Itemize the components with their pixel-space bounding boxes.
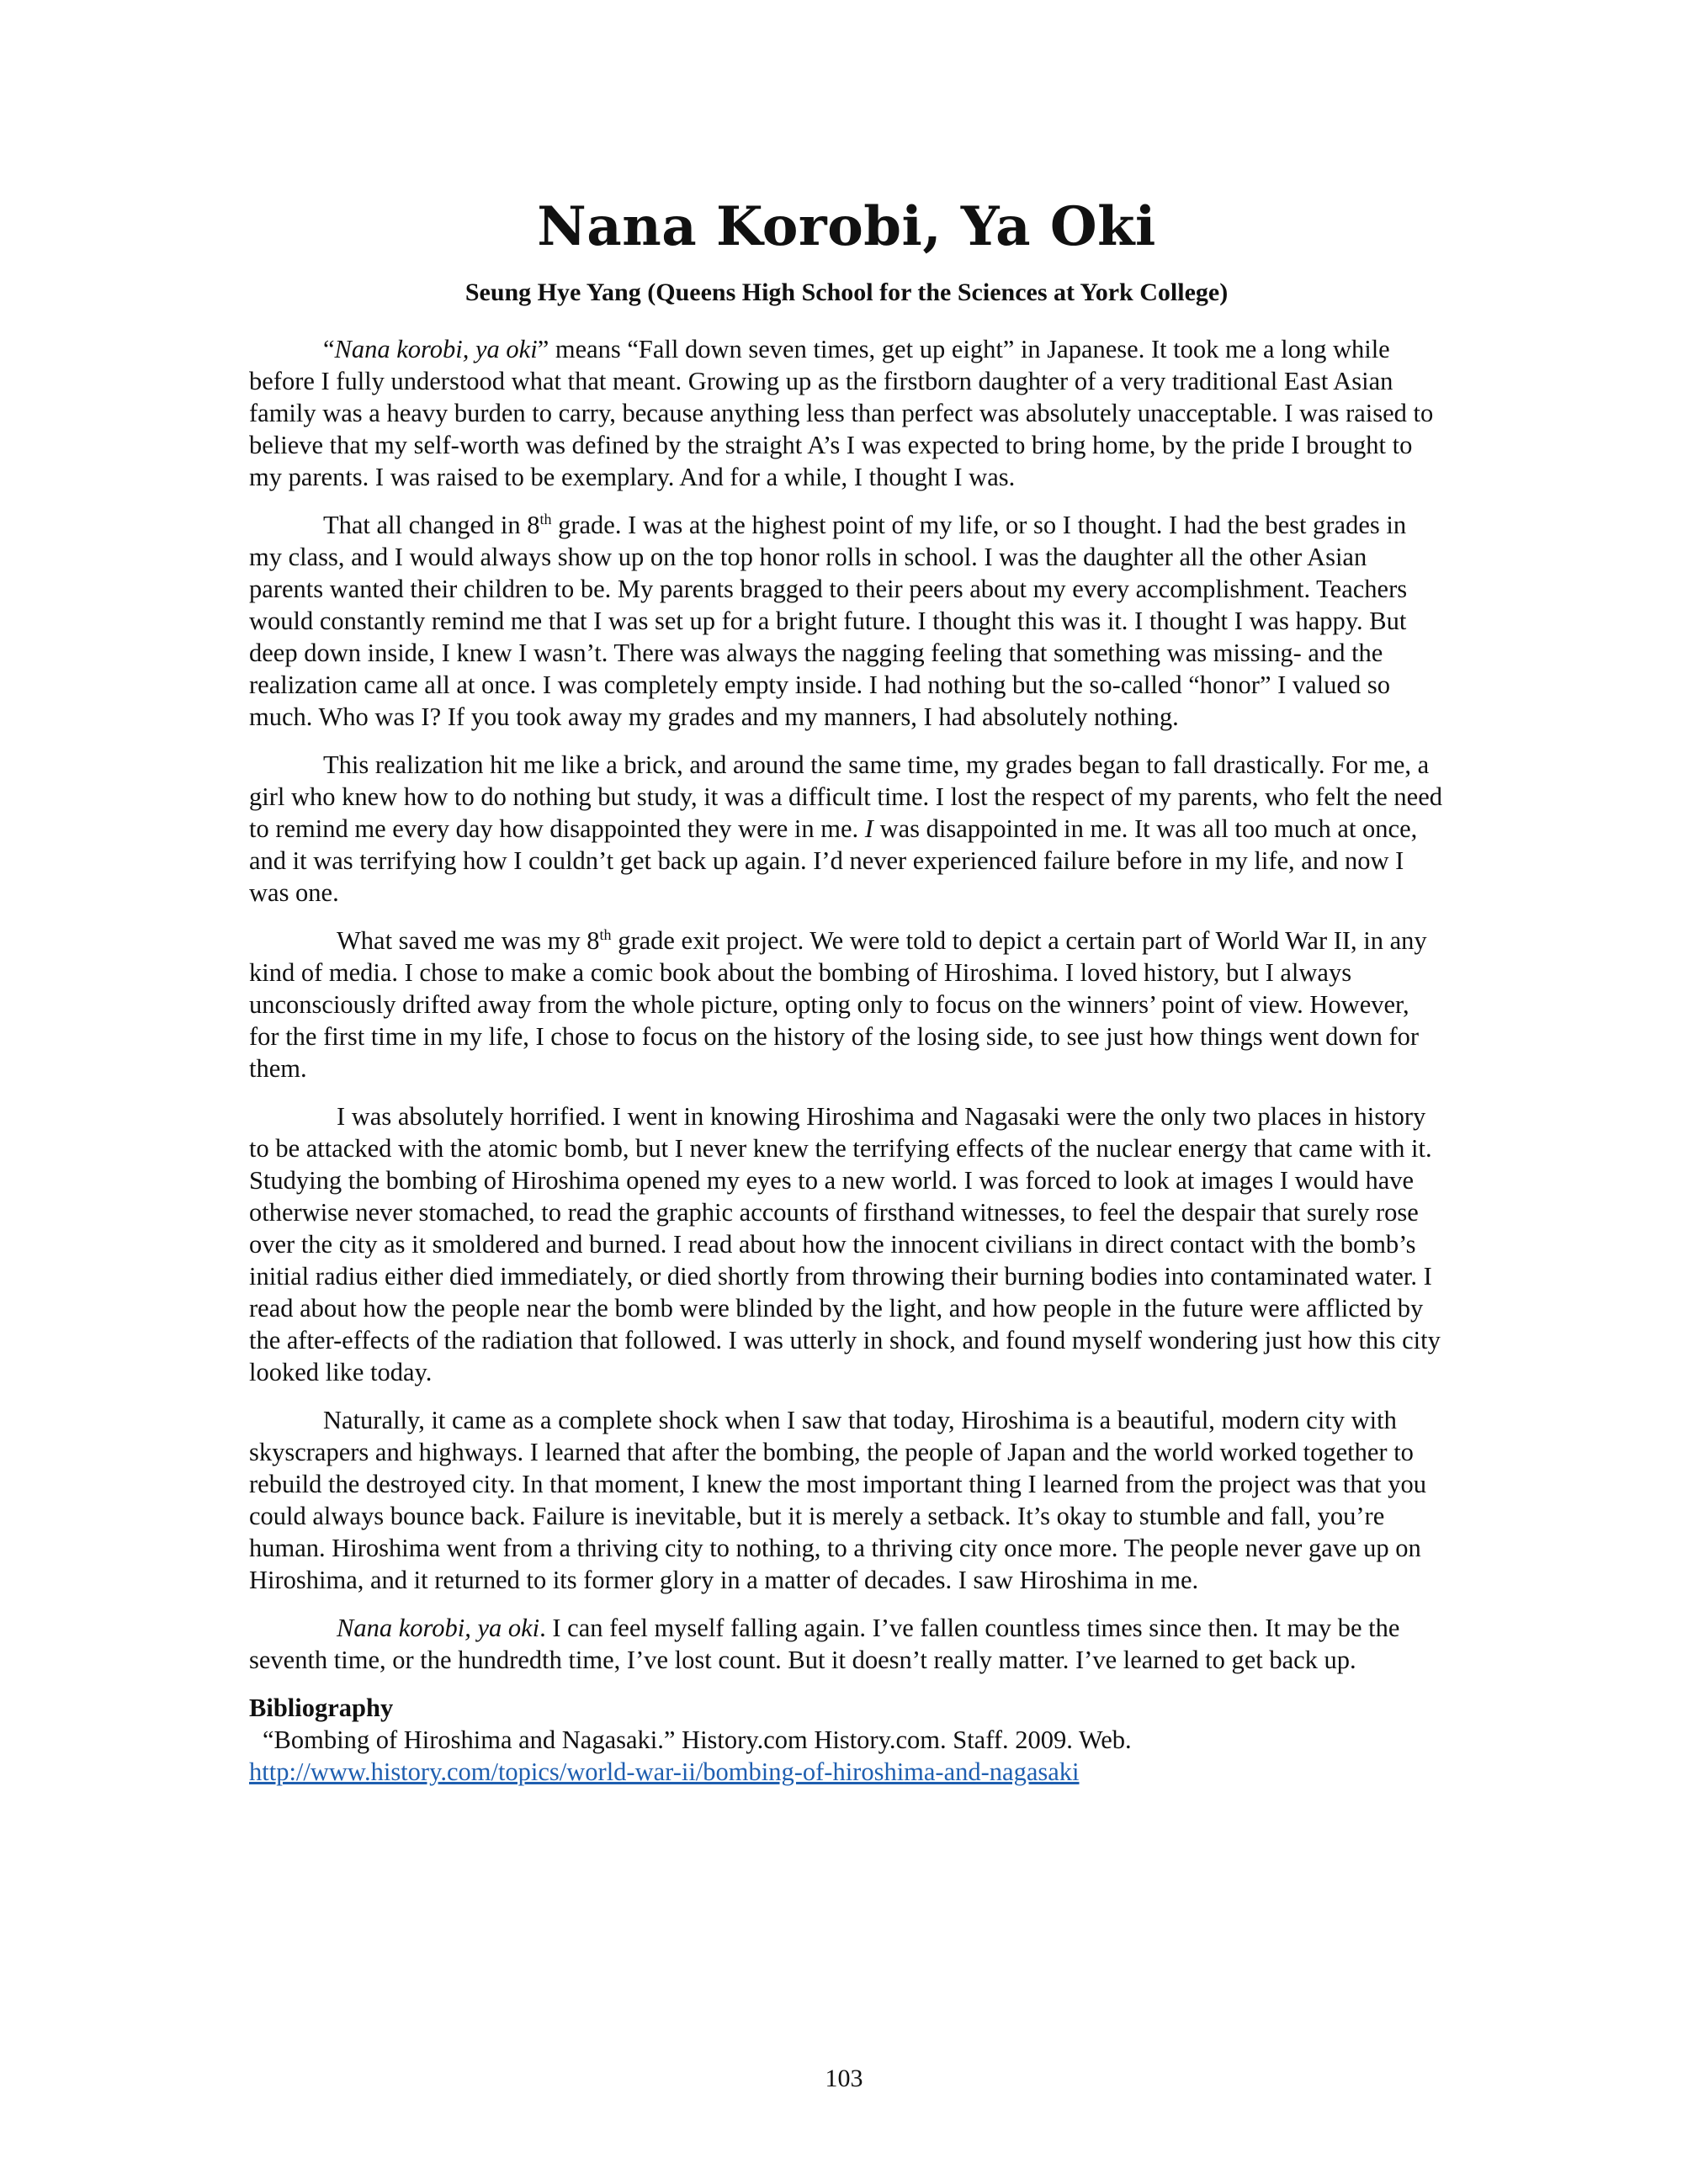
paragraph-6: Naturally, it came as a complete shock when I saw that today, Hiroshima is a beautiful, modern city with skyscrapers and highways. I learned that after the bombing, the people of Japan and the world worked together to rebuild the destroyed city. In that moment, I knew the most important thing I learned from the project was that you could always bounce back. Failure is inevitable, but it is merely a setback. It’s okay to stumble and fall, you’re human. Hiroshima went from a thriving city to nothing, to a thriving city once more. The people never gave up on Hiroshima, and it returned to its former glory in a matter of decades. I saw Hiroshima in me. <box>249 1406 1426 1594</box>
paragraph-2 <box>249 509 1444 733</box>
paragraph-4-text-end: grade exit project. We were told to depict a certain part of World War II, in any kind of media. I chose to make a comic book about the bombing of Hiroshima. I loved history, but I always unconsciously drifted away from the whole picture, opting only to focus on the winners’ point of view. However, for the first time in my life, I chose to focus on the history of the losing side, to see just how things went down for them. <box>249 926 1427 1083</box>
paragraph-5: I was absolutely horrified. I went in knowing Hiroshima and Nagasaki were the only two places in history to be attacked with the atomic bomb, but I never knew the terrifying effects of the nuclear energy that came with it. Studying the bombing of Hiroshima opened my eyes to a new world. I was forced to look at images I would have otherwise never stomached, to read the graphic accounts of firsthand witnesses, to feel the despair that surely rose over the city as it smoldered and burned. I read about how the innocent civilians in direct contact with the bomb’s initial radius either died immediately, or died shortly from throwing their burning bodies into contaminated water. I read about how the people near the bomb were blinded by the light, and how people in the future were afflicted by the after-effects of the radiation that followed. I was utterly in shock, and found myself wondering just how this city looked like today. <box>249 1102 1441 1386</box>
essay-body <box>249 333 1444 1676</box>
page-number: 103 <box>825 2065 863 2092</box>
paragraph-3-text-start: This realization hit me like a brick, and around the same time, my grades began to fall drastically. For me, a girl who knew how to do nothing but study, it was a difficult time. I lost the respect of my parents, who felt the need to remind me every day how disappointed they were in me. <box>249 750 1442 843</box>
emphasis-word: I <box>864 814 873 843</box>
document-page <box>249 193 1444 1788</box>
paragraph-7-text: . I can feel myself falling again. I’ve fallen countless times since then. It may be the seventh time, or the hundredth time, I’ve lost count. But it doesn’t really matter. I’ve learned to get back up. <box>249 1614 1400 1674</box>
paragraph-1-text: ” means “Fall down seven times, get up eight” in Japanese. It took me a long while before I fully understood what that meant. Growing up as the firstborn daughter of a very traditional East Asian family was a heavy burden to carry, because anything less than perfect was absolutely unacceptable. I was raised to believe that my self-worth was defined by the straight A’s I was expected to bring home, by the pride I brought to my parents. I was raised to be exemplary. And for a while, I thought I was. <box>249 335 1434 491</box>
essay-title: Nana Korobi, Ya Oki <box>537 195 1156 258</box>
ordinal-superscript: th <box>539 510 552 527</box>
paragraph-3 <box>249 749 1444 909</box>
paragraph-3-text-end: was disappointed in me. It was all too much at once, and it was terrifying how I couldn’t get back up again. I’d never experienced failure before in my life, and now I was one. <box>249 814 1418 907</box>
paragraph-4 <box>249 925 1444 1084</box>
paragraph-4-text-start: What saved me was my 8 <box>337 926 600 955</box>
japanese-phrase: Nana korobi, ya oki <box>337 1614 540 1642</box>
paragraph-2-text-end: grade. I was at the highest point of my life, or so I thought. I had the best grades in my class, and I would always show up on the top honor rolls in school. I was the daughter all the other Asian parents wanted their children to be. My parents bragged to their peers about my every accomplishment. Teachers would constantly remind me that I was set up for a bright future. I thought this was it. I thought I was happy. But deep down inside, I knew I wasn’t. There was always the nagging feeling that something was missing- and the realization came all at once. I was completely empty inside. I had nothing but the so-called “honor” I valued so much. Who was I? If you took away my grades and my manners, I had absolutely nothing. <box>249 511 1408 731</box>
author-line: Seung Hye Yang (Queens High School for the Sciences at York College) <box>464 278 1229 306</box>
bibliography-heading: Bibliography <box>249 1694 394 1722</box>
open-quote: “ <box>323 335 335 363</box>
bibliography-entry: “Bombing of Hiroshima and Nagasaki.” History.com History.com. Staff. 2009. Web. <box>263 1725 1132 1754</box>
ordinal-superscript: th <box>599 925 612 943</box>
bibliography-link[interactable]: http://www.history.com/topics/world-war-ii/bombing-of-hiroshima-and-nagasaki <box>249 1757 1080 1786</box>
paragraph-2-text-start: That all changed in 8 <box>323 511 540 539</box>
paragraph-7 <box>249 1612 1444 1676</box>
japanese-phrase: Nana korobi, ya oki <box>334 335 538 363</box>
paragraph-1 <box>249 333 1444 493</box>
